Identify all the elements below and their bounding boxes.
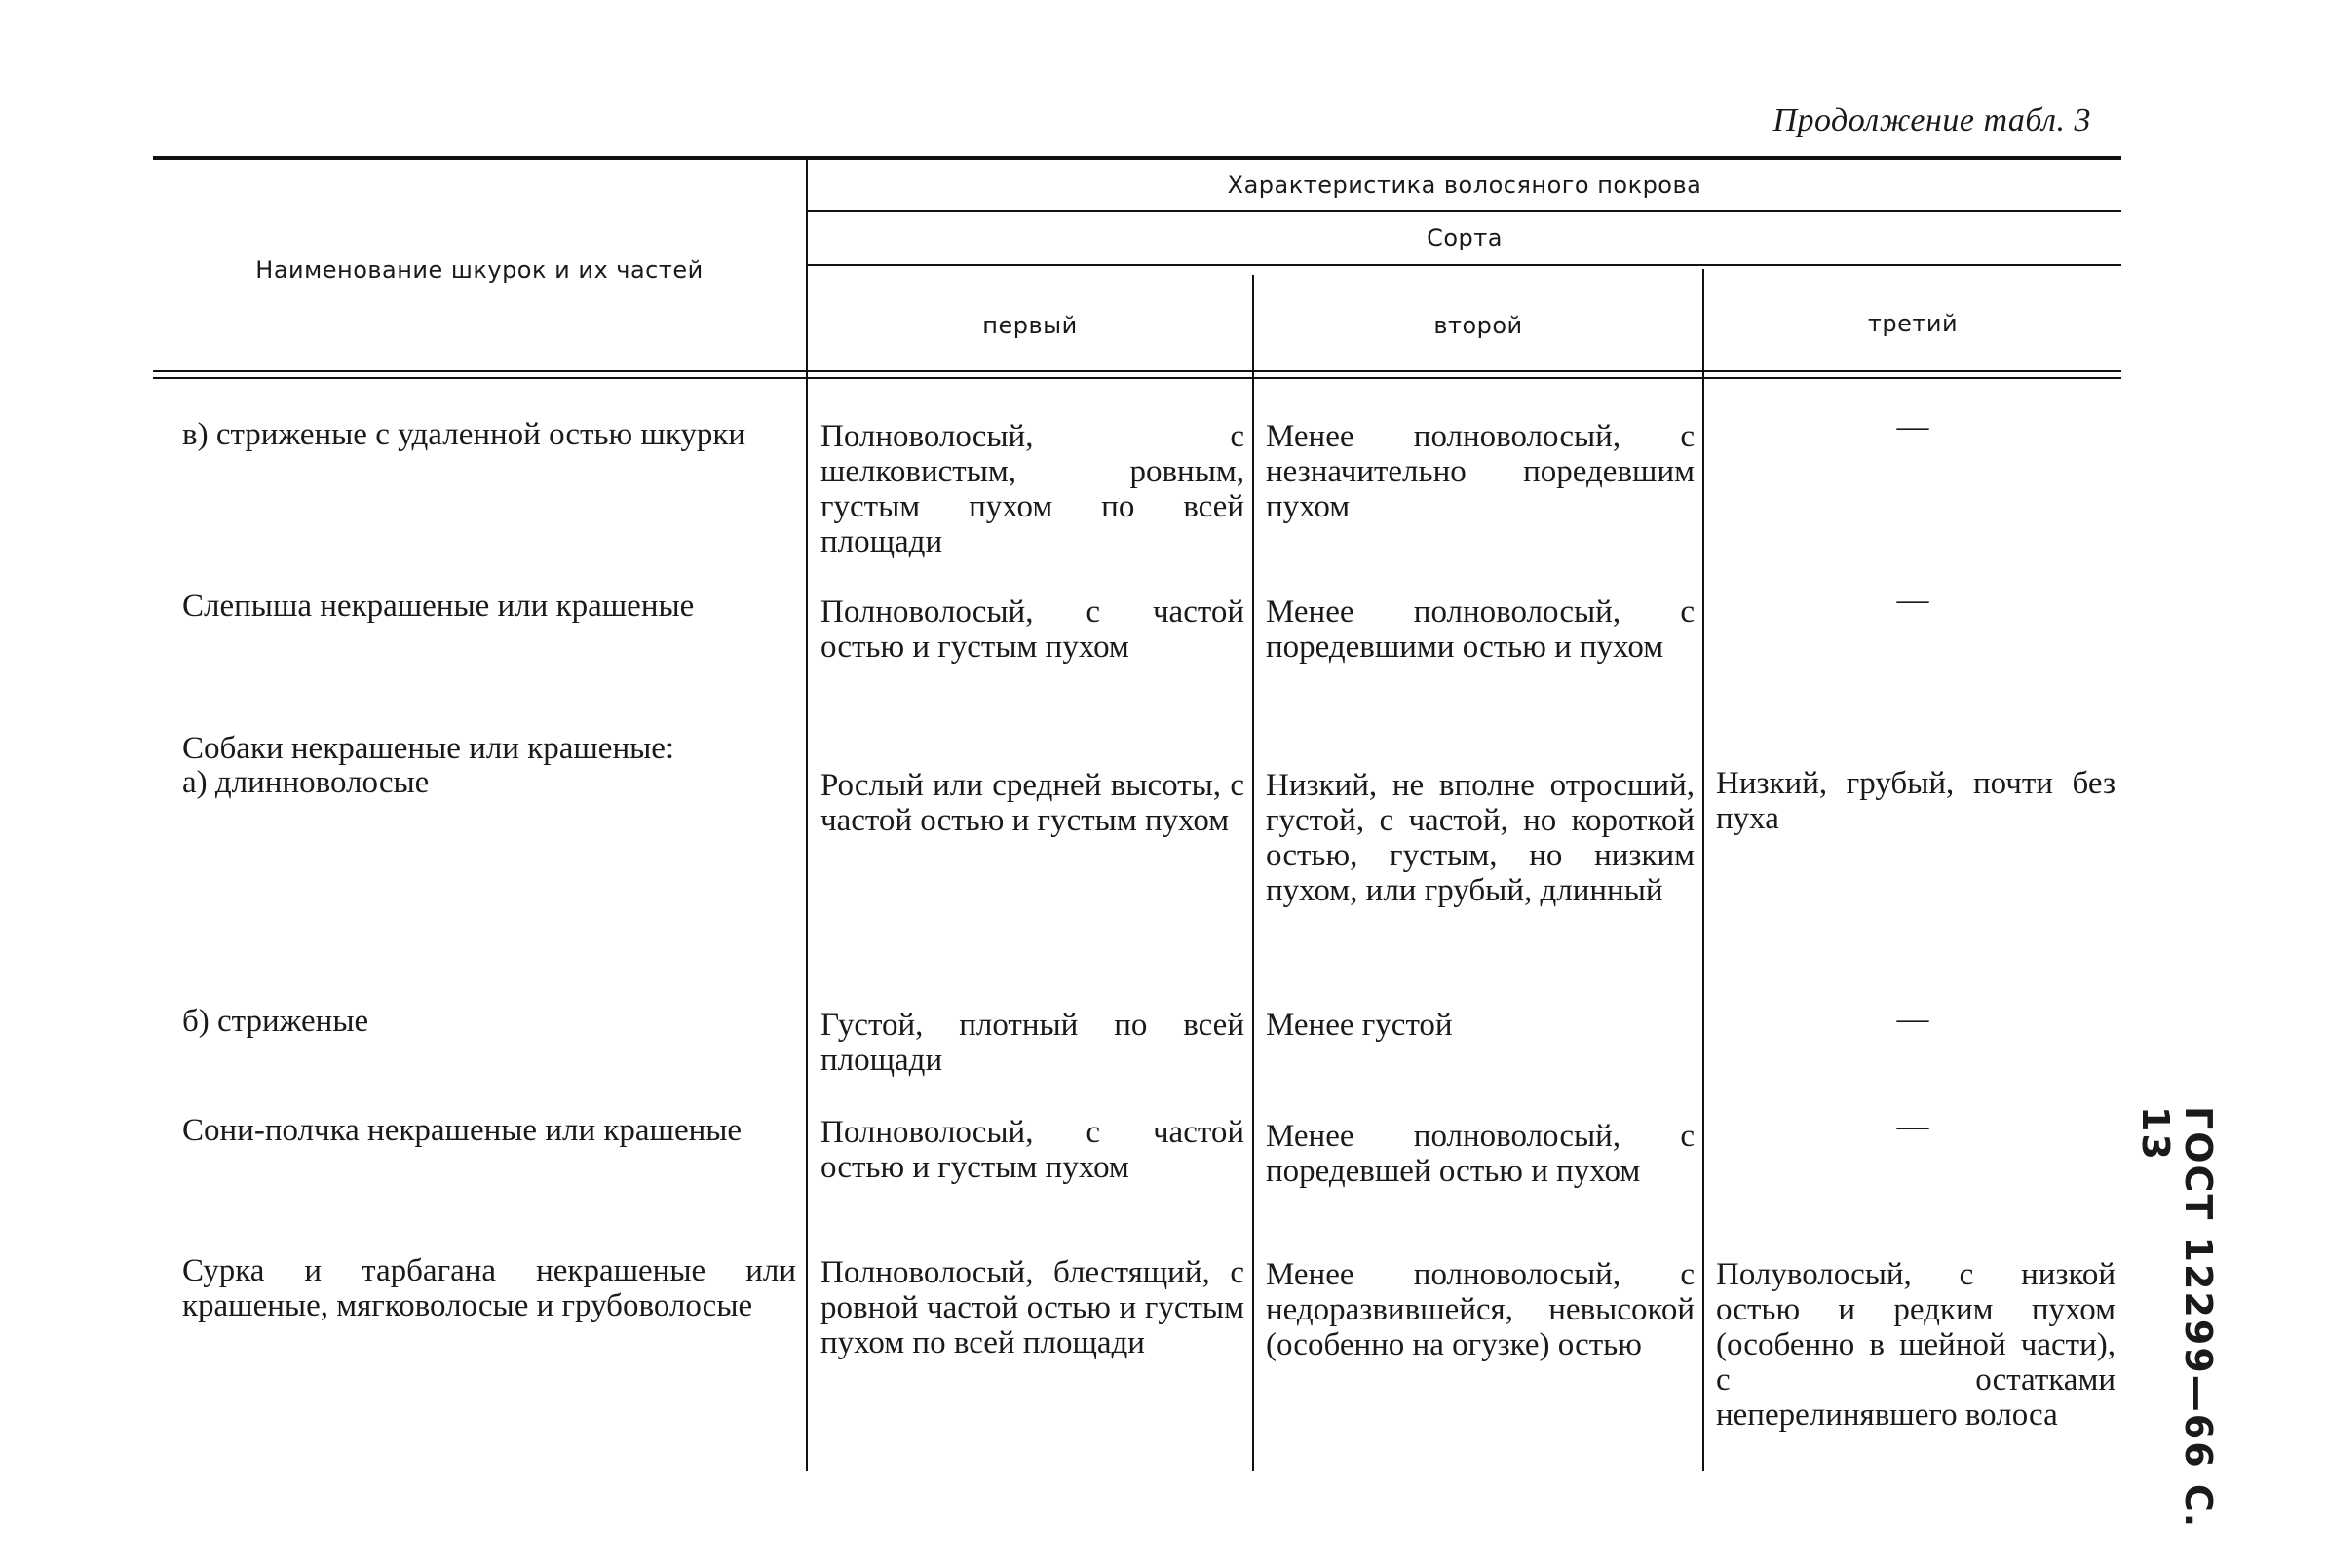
header-grades-subgroup: Сорта — [1427, 224, 1503, 251]
row-name: в) стриженые с удаленной остью шкурки — [182, 417, 746, 452]
row-second-grade: Низкий, не вполне отросший, густой, с частой, но короткой остью, густым, но низким пухом, или грубый, длинный — [1266, 768, 1695, 908]
row-third-grade: — — [1896, 1109, 1929, 1144]
header-bottom-rule-1 — [153, 370, 2121, 372]
header-grade-first: первый — [982, 312, 1078, 339]
row-third-grade: Низкий, грубый, почти без пуха — [1716, 766, 2115, 836]
header-characteristic-group: Характеристика волосяного покрова — [1227, 172, 1702, 199]
header-grade-third: третий — [1867, 310, 1959, 337]
row-name: Собаки некрашеные или крашеные: — [182, 731, 675, 766]
row-third-grade: — — [1896, 1002, 1929, 1037]
group-header-rule — [806, 210, 2121, 212]
header-bottom-rule-2 — [153, 377, 2121, 379]
row-name: б) стриженые — [182, 1004, 369, 1039]
table-continuation-title: Продолжение табл. 3 — [1772, 102, 2091, 138]
row-first-grade: Густой, плотный по всей площади — [820, 1008, 1244, 1078]
row-name-sub: а) длинноволосые — [182, 765, 430, 800]
row-third-grade: — — [1896, 409, 1929, 444]
name-column-divider — [806, 160, 808, 1471]
row-third-grade: — — [1896, 583, 1929, 618]
fur-grade-table — [153, 154, 2121, 1474]
row-first-grade: Полноволосый, с частой остью и густым пухом — [820, 1115, 1244, 1185]
gost-standard-code: ГОСТ 12299—66 С. 13 — [2134, 1106, 2220, 1530]
row-second-grade: Менее густой — [1266, 1008, 1453, 1043]
row-name: Сурка и тарбагана некрашеные или крашеные, мягковолосые и грубоволосые — [182, 1253, 796, 1323]
row-first-grade: Полноволосый, с частой остью и густым пухом — [820, 594, 1244, 665]
grade-divider-2 — [1702, 269, 1704, 1471]
row-third-grade: Полуволосый, с низкой остью и редким пухом (особенно в шейной части), с остатками неперелинявшего волоса — [1716, 1257, 2115, 1433]
header-name-column: Наименование шкурок и их частей — [255, 256, 704, 284]
row-first-grade: Полноволосый, с шелковистым, ровным, густым пухом по всей площади — [820, 419, 1244, 559]
grade-divider-1 — [1252, 275, 1254, 1471]
row-second-grade: Менее полноволосый, с поредевшими остью и пухом — [1266, 594, 1695, 665]
row-name: Слепыша некрашеные или крашеные — [182, 589, 695, 624]
row-first-grade: Полноволосый, блестящий, с ровной частой остью и густым пухом по всей площади — [820, 1255, 1244, 1360]
row-name: Сони-полчка некрашеные или крашеные — [182, 1113, 743, 1148]
row-second-grade: Менее полноволосый, с поредевшей остью и пухом — [1266, 1119, 1695, 1189]
table-top-rule — [153, 156, 2121, 160]
subgroup-header-rule — [806, 264, 2121, 266]
row-second-grade: Менее полноволосый, с недоразвившейся, невысокой (особенно на огузке) остью — [1266, 1257, 1695, 1362]
row-second-grade: Менее полноволосый, с незначительно поредевшим пухом — [1266, 419, 1695, 524]
row-first-grade: Рослый или средней высоты, с частой остью и густым пухом — [820, 768, 1244, 838]
header-grade-second: второй — [1433, 312, 1523, 339]
